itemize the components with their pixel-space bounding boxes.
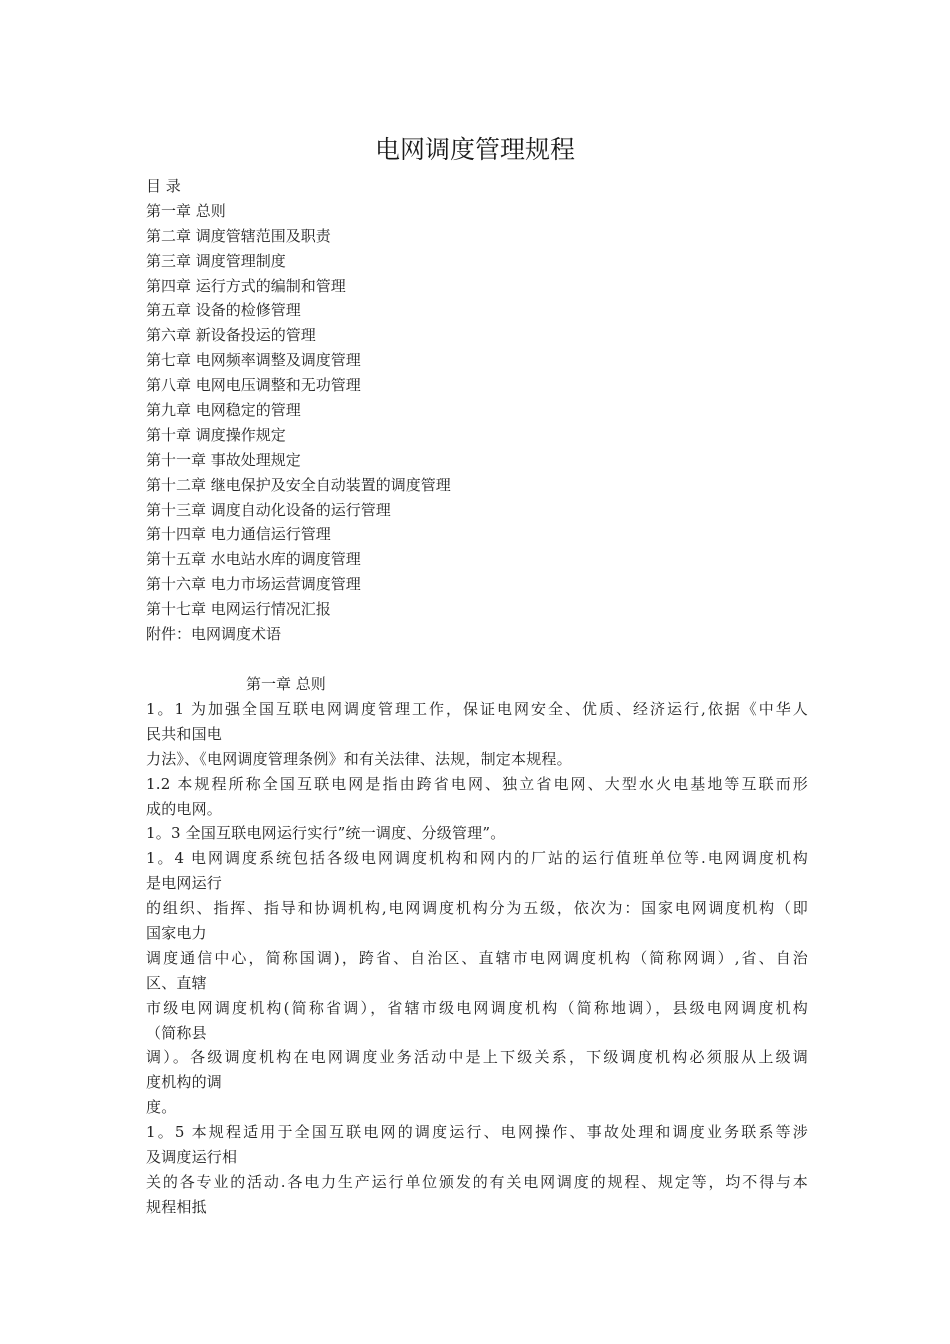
- body-line: （简称县: [146, 1023, 207, 1042]
- body-line: 度机构的调: [146, 1073, 223, 1092]
- chapter-body: [146, 697, 808, 1220]
- body-line: 成的电网。: [146, 799, 223, 818]
- toc-item: 第十六章 电力市场运营调度管理: [146, 575, 361, 594]
- body-line: 民共和国电: [146, 724, 223, 743]
- document-title: 电网调度管理规程: [374, 135, 575, 164]
- toc-item: 第十二章 继电保护及安全自动装置的调度管理: [146, 475, 451, 494]
- body-line: 市级电网调度机构(简称省调），省辖市级电网调度机构（简称地调），县级电网调度机构: [146, 998, 808, 1017]
- toc-item: 第七章 电网频率调整及调度管理: [146, 351, 361, 370]
- body-line: 是电网运行: [146, 874, 223, 893]
- chapter-heading: 第一章 总则: [246, 675, 326, 693]
- toc-heading: 目 录: [146, 177, 181, 195]
- toc-item: 第十一章 事故处理规定: [146, 450, 301, 469]
- toc-item: 第十四章 电力通信运行管理: [146, 525, 331, 544]
- toc-item: 第二章 调度管辖范围及职责: [146, 226, 331, 245]
- body-line: 国家电力: [146, 924, 207, 943]
- toc-item: 第十五章 水电站水库的调度管理: [146, 550, 361, 569]
- toc-item: 第九章 电网稳定的管理: [146, 401, 301, 420]
- body-line: 1。4 电网调度系统包括各级电网调度机构和网内的厂站的运行值班单位等.电网调度机构: [146, 849, 808, 868]
- body-line: 1.2 本规程所称全国互联电网是指由跨省电网、独立省电网、大型水火电基地等互联而形: [146, 774, 808, 793]
- toc-appendix: 附件：电网调度术语: [146, 625, 282, 644]
- toc-item: 第十三章 调度自动化设备的运行管理: [146, 500, 391, 519]
- body-line: 1。1 为加强全国互联电网调度管理工作，保证电网安全、优质、经济运行,依据《中华人: [146, 700, 808, 718]
- body-line: 调）。各级调度机构在电网调度业务活动中是上下级关系，下级调度机构必须服从上级调: [146, 1048, 808, 1067]
- toc-item: 第一章 总则: [146, 201, 226, 220]
- toc-item: 第三章 调度管理制度: [146, 251, 286, 270]
- body-line: 的组织、指挥、指导和协调机构,电网调度机构分为五级，依次为：国家电网调度机构（即: [146, 899, 808, 918]
- body-line: 力法》、《电网调度管理条例》和有关法律、法规，制定本规程。: [146, 749, 572, 768]
- table-of-contents: [146, 174, 806, 647]
- body-line: 1。5 本规程适用于全国互联电网的调度运行、电网操作、事故处理和调度业务联系等涉: [146, 1123, 808, 1142]
- body-line: 度。: [146, 1098, 177, 1117]
- toc-item: 第八章 电网电压调整和无功管理: [146, 376, 361, 395]
- body-line: 区、直辖: [146, 973, 207, 992]
- body-line: 调度通信中心，简称国调)，跨省、自治区、直辖市电网调度机构（简称网调）,省、自治: [146, 948, 808, 967]
- toc-item: 第十七章 电网运行情况汇报: [146, 600, 331, 619]
- toc-item: 第六章 新设备投运的管理: [146, 326, 316, 345]
- toc-item: 第五章 设备的检修管理: [146, 301, 301, 320]
- body-line: 关的各专业的活动.各电力生产运行单位颁发的有关电网调度的规程、规定等，均不得与本: [146, 1172, 808, 1191]
- body-line: 及调度运行相: [146, 1148, 238, 1167]
- toc-item: 第十章 调度操作规定: [146, 425, 286, 444]
- toc-item: 第四章 运行方式的编制和管理: [146, 276, 346, 295]
- body-line: 1。3 全国互联电网运行实行”统一调度、分级管理”。: [146, 824, 506, 843]
- body-line: 规程相抵: [146, 1197, 207, 1216]
